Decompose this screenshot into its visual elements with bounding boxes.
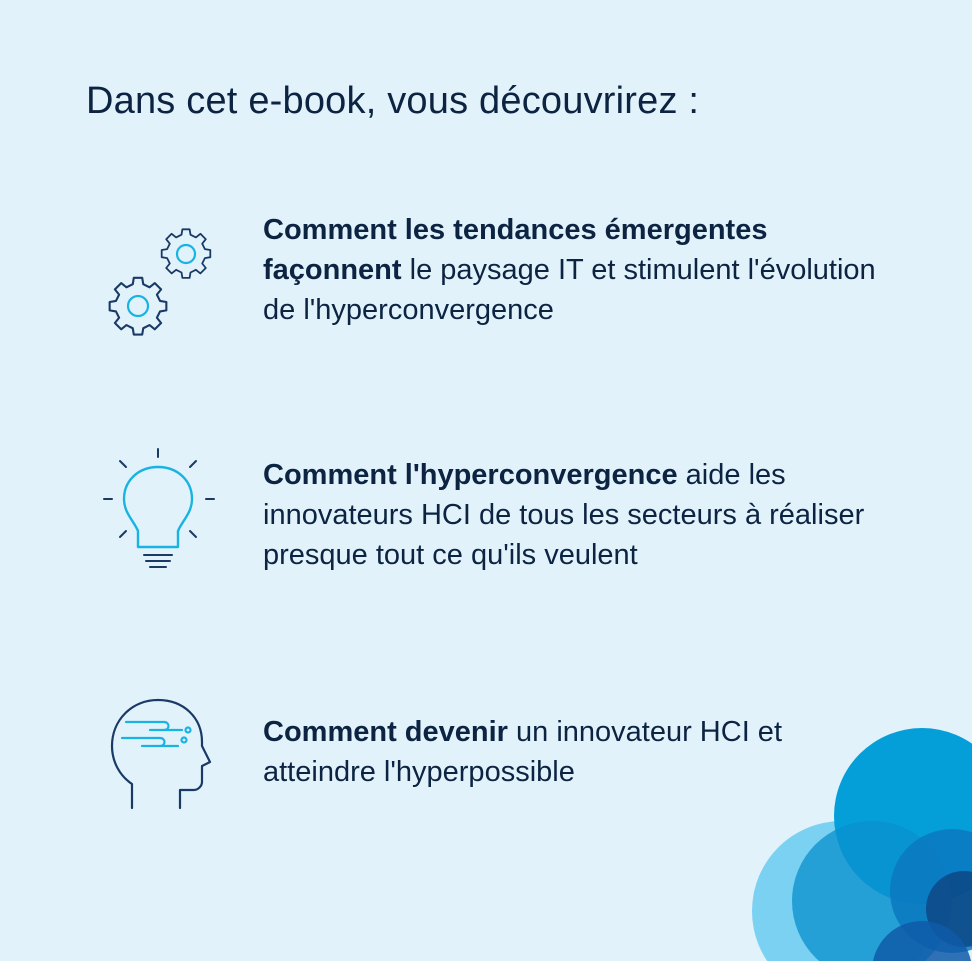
item-rest-text: un innovateur HCI et atteindre l'hyperpossible [263,716,782,788]
item-bold-text: Comment l'hyperconvergence [263,459,678,491]
lightbulb-icon [100,447,218,577]
gears-icon [100,220,220,342]
item-bold-text: Comment les tendances émergentes façonnent [263,214,768,286]
decorative-circles [732,721,972,961]
item-rest-text: le paysage IT et stimulent l'évolution de l'hyperconvergence [263,254,876,326]
item-text [263,210,913,330]
head-brain-icon [104,696,214,812]
item-text [263,455,913,575]
item-bold-text: Comment devenir [263,716,508,748]
page-title: Dans cet e-book, vous découvrirez : [86,80,700,122]
item-rest-text: aide les innovateurs HCI de tous les secteurs à réaliser presque tout ce qu'ils veulent [263,459,865,571]
